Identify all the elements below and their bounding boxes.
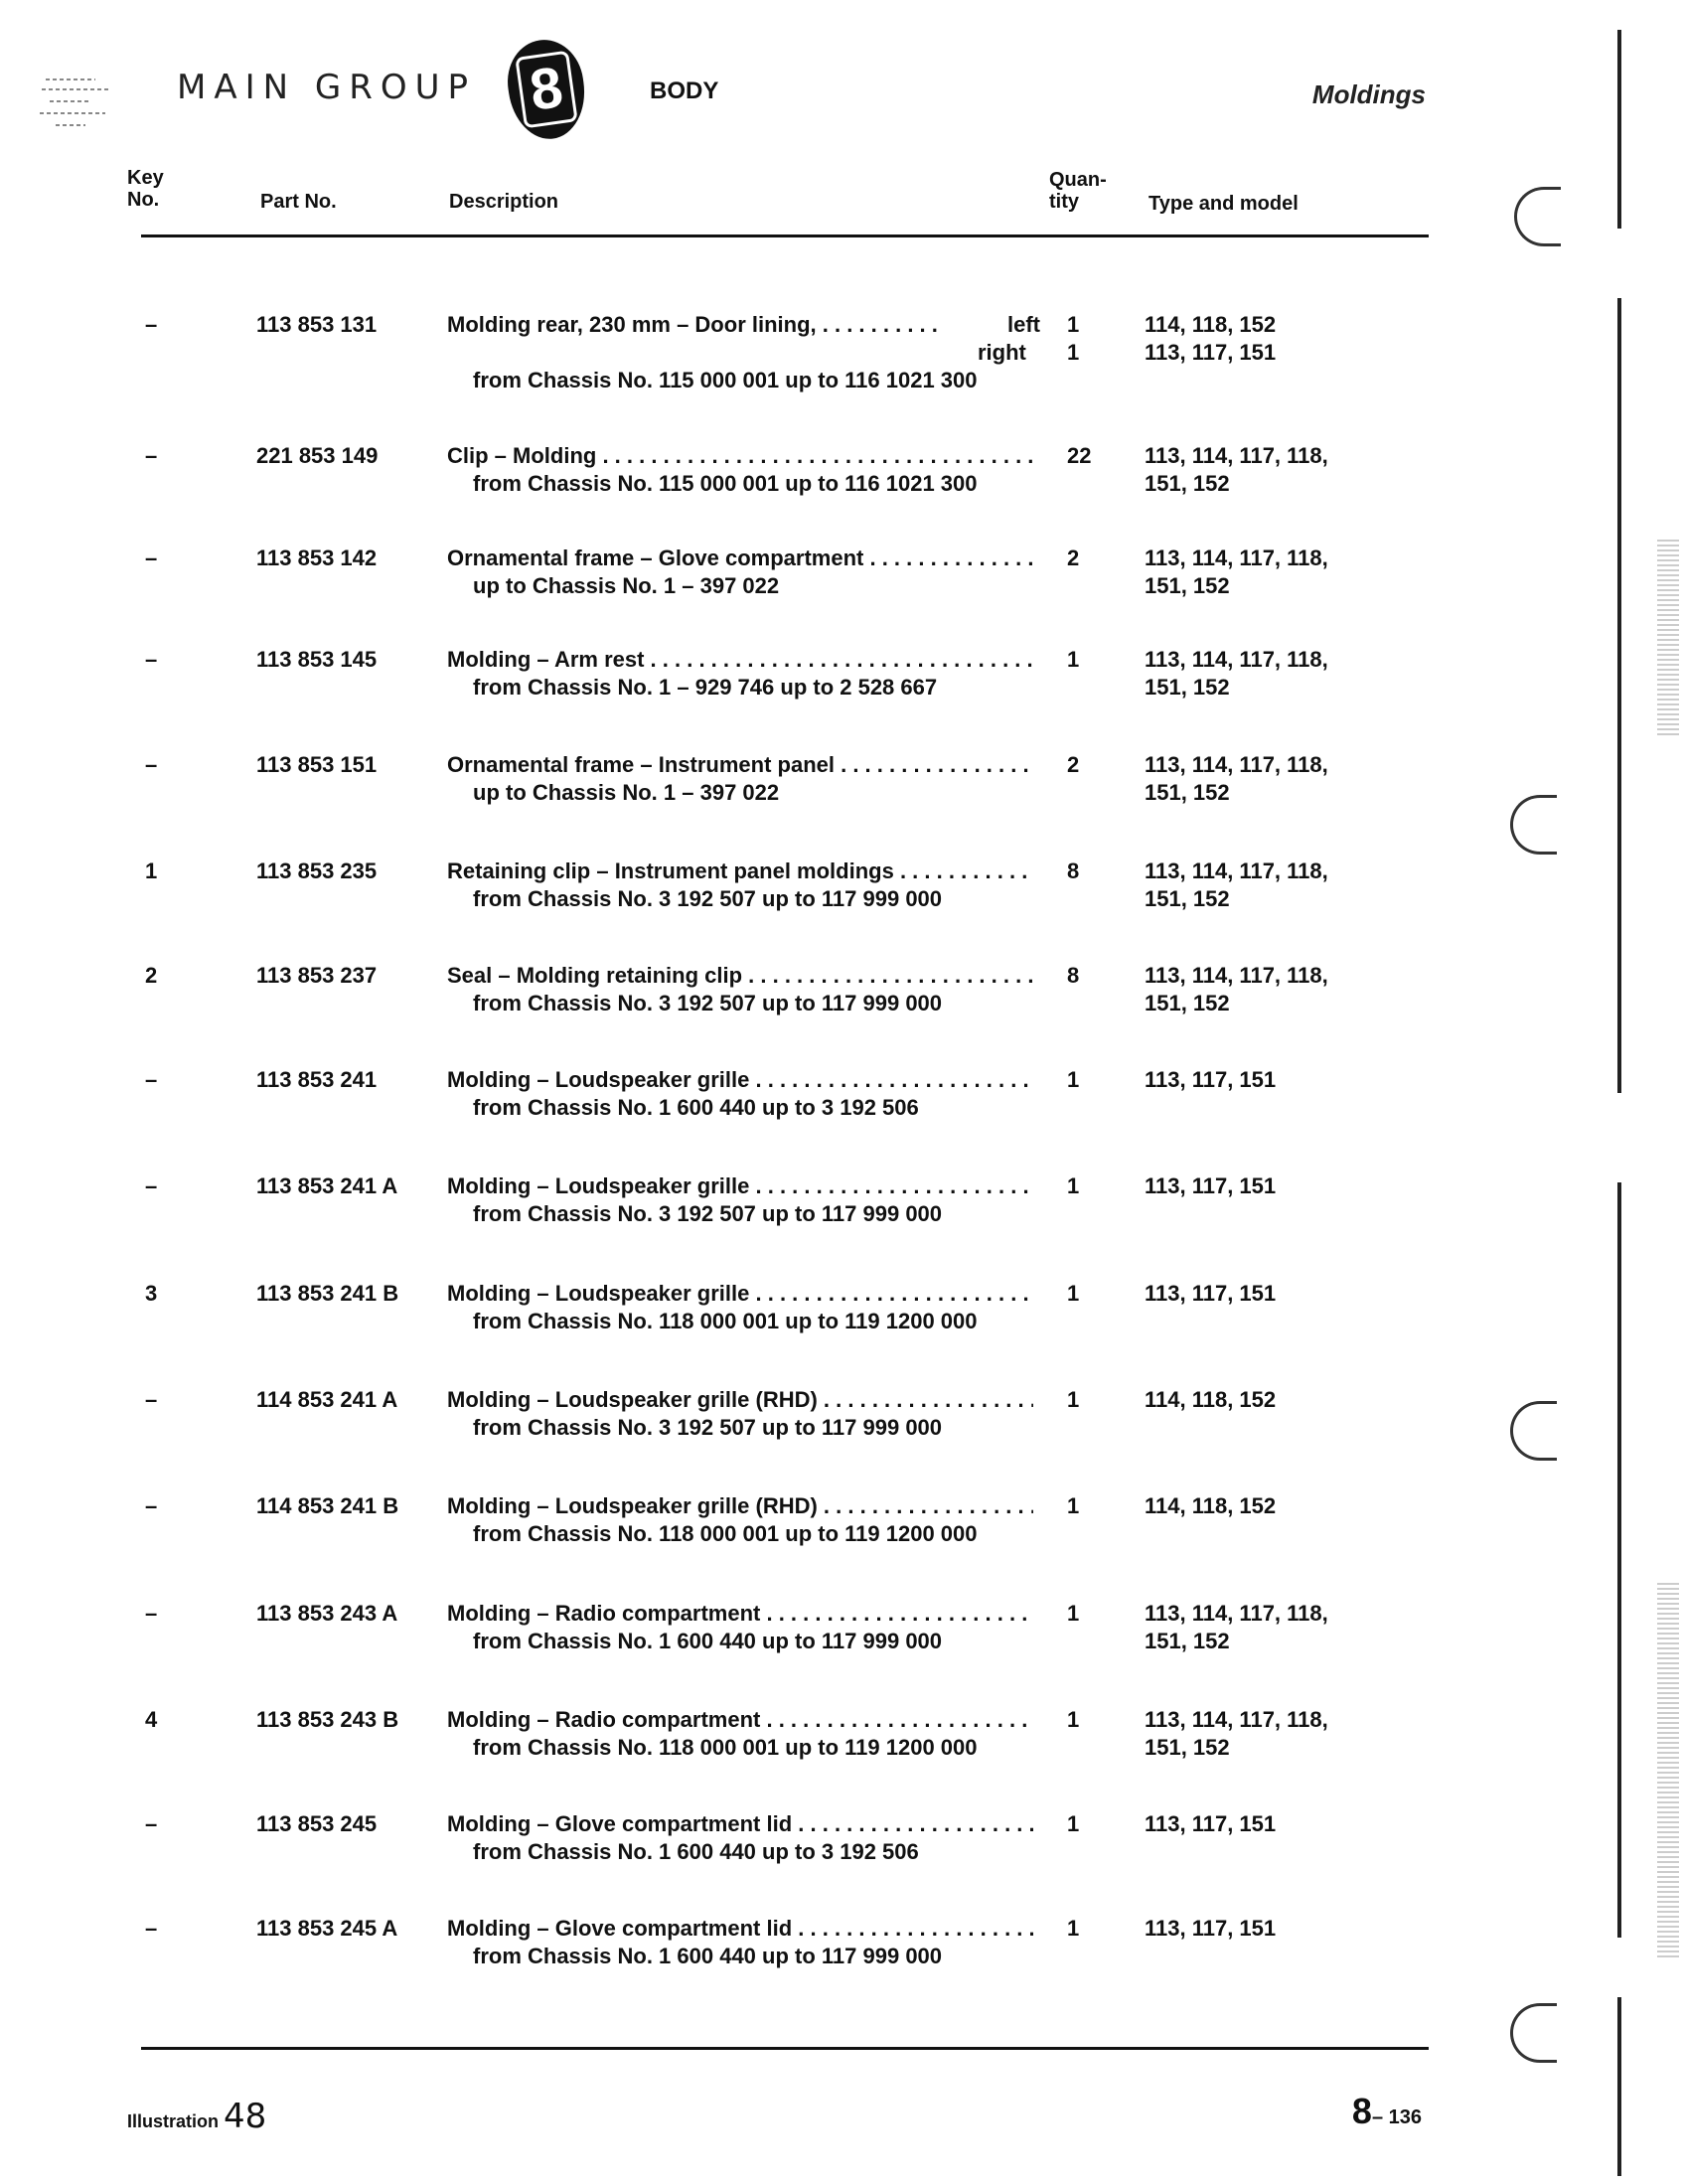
key-number: – [145,1173,158,1198]
type-model: 151, 152 [1145,675,1230,700]
quantity: 1 [1067,1601,1080,1626]
section-title: BODY [650,78,719,104]
binder-shading [1657,537,1679,735]
quantity: 1 [1067,1281,1080,1306]
quantity: 8 [1067,963,1080,988]
column-header-quantity: Quan- tity [1049,169,1107,213]
quantity: 1 [1067,1173,1080,1198]
key-number: 4 [145,1707,158,1732]
column-header-description: Description [449,191,559,213]
column-header-type: Type and model [1148,193,1299,215]
chassis-range: from Chassis No. 3 192 507 up to 117 999 000 [473,1201,943,1226]
part-description: Molding – Loudspeaker grille . . . [447,1281,1033,1307]
quantity: 1 [1067,312,1080,337]
type-model: 151, 152 [1145,780,1230,805]
type-model: 151, 152 [1145,471,1230,496]
table-row [0,1811,1684,1891]
type-model: 113, 117, 151 [1145,1916,1277,1941]
subject-title: Moldings [1311,79,1426,109]
quantity: 1 [1067,1811,1080,1836]
table-row [0,1601,1684,1680]
part-description: Molding – Loudspeaker grille (RHD) . . . [447,1493,1033,1519]
key-number: – [145,1493,158,1518]
side-right-label: right [978,340,1026,365]
chassis-range: from Chassis No. 118 000 001 up to 119 1200 000 [473,1309,978,1333]
table-row [0,963,1684,1042]
type-model: 113, 114, 117, 118, [1145,546,1328,570]
column-header-part: Part No. [260,191,337,213]
chassis-range: from Chassis No. 115 000 001 up to 116 1021 300 [473,368,978,392]
quantity: 1 [1067,1067,1080,1092]
type-model: 151, 152 [1145,573,1230,598]
type-model: 151, 152 [1145,886,1230,911]
part-number: 113 853 243 B [256,1707,399,1732]
table-row [0,443,1684,523]
chassis-range: from Chassis No. 3 192 507 up to 117 999 000 [473,1415,943,1440]
chassis-range: up to Chassis No. 1 – 397 022 [473,573,780,598]
part-number: 113 853 237 [256,963,378,988]
part-number: 113 853 235 [256,858,378,883]
part-number: 113 853 243 A [256,1601,398,1626]
quantity: 8 [1067,858,1080,883]
part-number: 113 853 245 A [256,1916,398,1941]
type-model: 113, 114, 117, 118, [1145,647,1328,672]
page-number: 8– 136 [1351,2091,1422,2131]
chassis-range: from Chassis No. 1 600 440 up to 3 192 506 [473,1839,919,1864]
table-row [0,312,1684,391]
part-description: Molding – Glove compartment lid . . . [447,1811,1033,1837]
type-model: 113, 117, 151 [1145,340,1277,365]
part-number: 114 853 241 B [256,1493,399,1518]
key-number: – [145,1067,158,1092]
column-header-key: Key No. [127,167,164,211]
table-row [0,1281,1684,1360]
part-description: Molding – Radio compartment . . . [447,1707,1033,1733]
quantity: 1 [1067,340,1080,365]
group-number-badge: 8 [502,35,590,144]
key-number: – [145,546,158,570]
part-number: 113 853 245 [256,1811,378,1836]
punch-hole-icon [1510,2003,1557,2063]
part-description: Ornamental frame – Glove compartment . . . [447,546,1033,571]
key-number: 1 [145,858,158,883]
table-row [0,1173,1684,1253]
quantity: 2 [1067,752,1080,777]
key-number: 3 [145,1281,158,1306]
type-model: 113, 117, 151 [1145,1811,1277,1836]
part-number: 113 853 142 [256,546,378,570]
key-number: – [145,1601,158,1626]
chassis-range: from Chassis No. 118 000 001 up to 119 1200 000 [473,1735,978,1760]
type-model: 151, 152 [1145,1735,1230,1760]
key-number: – [145,1387,158,1412]
quantity: 1 [1067,1387,1080,1412]
key-number: – [145,443,158,468]
key-number: – [145,1916,158,1941]
part-description: Molding – Radio compartment . . . [447,1601,1033,1627]
type-model: 113, 114, 117, 118, [1145,1707,1328,1732]
type-model: 113, 117, 151 [1145,1173,1277,1198]
part-description: Ornamental frame – Instrument panel . . . [447,752,1033,778]
binder-edge-line [1617,1997,1621,2176]
header-rule [141,234,1429,237]
chassis-range: from Chassis No. 115 000 001 up to 116 1021 300 [473,471,978,496]
quantity: 1 [1067,647,1080,672]
part-number: 113 853 131 [256,312,378,337]
part-description: Molding – Loudspeaker grille . . . [447,1173,1033,1199]
part-number: 113 853 241 B [256,1281,399,1306]
type-model: 113, 117, 151 [1145,1067,1277,1092]
quantity: 22 [1067,443,1092,468]
punch-hole-icon [1514,187,1561,246]
chassis-range: from Chassis No. 118 000 001 up to 119 1200 000 [473,1521,978,1546]
table-row [0,752,1684,832]
punch-hole-icon [1510,795,1557,855]
binder-shading [1657,1580,1679,1957]
illustration-reference: Illustration 48 [127,2097,267,2136]
part-description: Molding – Loudspeaker grille . . . [447,1067,1033,1093]
part-description: Molding – Loudspeaker grille (RHD) . . . [447,1387,1033,1413]
chassis-range: from Chassis No. 3 192 507 up to 117 999 000 [473,886,943,911]
part-description: Molding rear, 230 mm – Door lining, . . . [447,312,1003,338]
part-number: 221 853 149 [256,443,379,468]
table-row [0,1493,1684,1573]
quantity: 2 [1067,546,1080,570]
faded-stamp-mark [36,60,165,149]
chassis-range: from Chassis No. 1 600 440 up to 117 999 000 [473,1629,943,1653]
type-model: 113, 114, 117, 118, [1145,752,1328,777]
part-number: 113 853 241 A [256,1173,398,1198]
key-number: 2 [145,963,158,988]
part-description: Retaining clip – Instrument panel moldings . . . [447,858,1033,884]
binder-edge-line [1617,30,1621,229]
binder-edge-line [1617,1182,1621,1938]
part-description: Seal – Molding retaining clip . . . [447,963,1033,989]
part-number: 113 853 145 [256,647,378,672]
type-model: 151, 152 [1145,991,1230,1015]
quantity: 1 [1067,1707,1080,1732]
chassis-range: up to Chassis No. 1 – 397 022 [473,780,780,805]
quantity: 1 [1067,1916,1080,1941]
key-number: – [145,312,158,337]
table-row [0,546,1684,625]
chassis-range: from Chassis No. 3 192 507 up to 117 999 000 [473,991,943,1015]
footer-rule [141,2047,1429,2050]
type-model: 113, 117, 151 [1145,1281,1277,1306]
binder-edge-line [1617,298,1621,1093]
part-description: Clip – Molding . . . [447,443,1033,469]
type-model: 113, 114, 117, 118, [1145,963,1328,988]
chassis-range: from Chassis No. 1 600 440 up to 3 192 506 [473,1095,919,1120]
table-row [0,858,1684,938]
table-row [0,1707,1684,1787]
table-row [0,1387,1684,1467]
type-model: 114, 118, 152 [1145,1493,1277,1518]
type-model: 113, 114, 117, 118, [1145,858,1328,883]
type-model: 113, 114, 117, 118, [1145,1601,1328,1626]
type-model: 114, 118, 152 [1145,1387,1277,1412]
key-number: – [145,647,158,672]
part-number: 113 853 241 [256,1067,378,1092]
table-row [0,1067,1684,1147]
side-left-label: left [1007,312,1040,337]
part-description: Molding – Arm rest . . . [447,647,1033,673]
table-row [0,1916,1684,1995]
part-number: 114 853 241 A [256,1387,398,1412]
quantity: 1 [1067,1493,1080,1518]
main-group-label: MAIN GROUP [177,68,476,107]
chassis-range: from Chassis No. 1 600 440 up to 117 999 000 [473,1944,943,1968]
type-model: 151, 152 [1145,1629,1230,1653]
table-row [0,647,1684,726]
key-number: – [145,1811,158,1836]
chassis-range: from Chassis No. 1 – 929 746 up to 2 528 667 [473,675,938,700]
type-model: 113, 114, 117, 118, [1145,443,1328,468]
part-number: 113 853 151 [256,752,378,777]
key-number: – [145,752,158,777]
type-model: 114, 118, 152 [1145,312,1277,337]
part-description: Molding – Glove compartment lid . . . [447,1916,1033,1942]
